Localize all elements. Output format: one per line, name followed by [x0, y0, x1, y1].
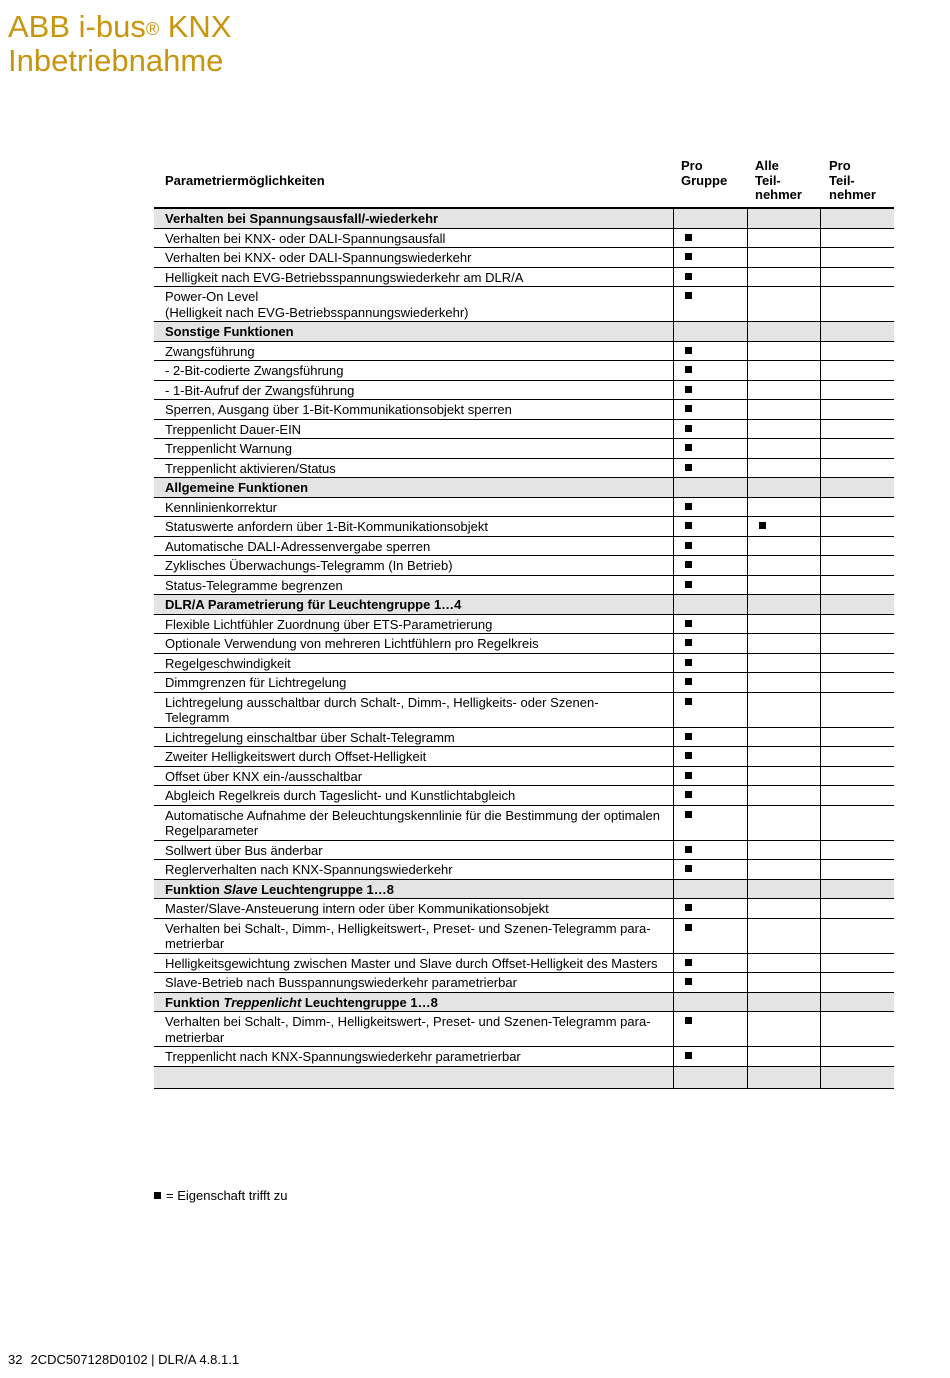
table-row [154, 537, 894, 557]
mark-cell [674, 919, 748, 953]
mark-cell [674, 806, 748, 840]
mark-cell [748, 860, 822, 879]
parameter-label: Lichtregelung ausschaltbar durch Schalt-, Dimm-, Helligkeits- oder Szenen- Telegramm [154, 693, 674, 727]
filled-square-icon [685, 292, 692, 299]
parameter-label: Kennlinienkorrektur [154, 498, 674, 517]
mark-cell [748, 400, 822, 419]
mark-cell [674, 841, 748, 860]
mark-cell [748, 459, 822, 478]
mark-cell [748, 322, 822, 341]
filled-square-icon [685, 503, 692, 510]
mark-cell [821, 654, 894, 673]
mark-cell [674, 973, 748, 992]
section-row [154, 993, 894, 1013]
parameter-label: Automatische DALI-Adressenvergabe sperren [154, 537, 674, 556]
mark-cell [748, 576, 822, 595]
parameter-label: - 1-Bit-Aufruf der Zwangsführung [154, 381, 674, 400]
mark-cell [821, 556, 894, 575]
mark-cell [821, 381, 894, 400]
mark-cell [821, 899, 894, 918]
parameter-label: Verhalten bei KNX- oder DALI-Spannungswiederkehr [154, 248, 674, 267]
mark-cell [674, 517, 748, 536]
mark-cell [748, 693, 822, 727]
parameter-label: Automatische Aufnahme der Beleuchtungskennlinie für die Bestimmung der optimalen Regelparameter [154, 806, 674, 840]
filled-square-icon [685, 542, 692, 549]
mark-cell [674, 287, 748, 321]
parameter-label: Lichtregelung einschaltbar über Schalt-Telegramm [154, 728, 674, 747]
mark-cell [821, 747, 894, 766]
table-row [154, 420, 894, 440]
parameter-label: Abgleich Regelkreis durch Tageslicht- und Kunstlichtabgleich [154, 786, 674, 805]
mark-cell [674, 1047, 748, 1066]
mark-cell [821, 576, 894, 595]
table-row [154, 229, 894, 249]
mark-cell [821, 268, 894, 287]
mark-cell [821, 361, 894, 380]
mark-cell [674, 673, 748, 692]
mark-cell [748, 287, 822, 321]
table-row [154, 693, 894, 728]
mark-cell [674, 361, 748, 380]
parameter-label: Status-Telegramme begrenzen [154, 576, 674, 595]
mark-cell [748, 498, 822, 517]
parameter-label: Treppenlicht nach KNX-Spannungswiederkehr parametrierbar [154, 1047, 674, 1066]
filled-square-icon [685, 639, 692, 646]
filled-square-icon [685, 698, 692, 705]
legend [154, 1188, 288, 1203]
table-row [154, 1012, 894, 1047]
section-title: DLR/A Parametrierung für Leuchtengruppe 1…4 [154, 595, 674, 614]
mark-cell [674, 381, 748, 400]
empty-cell [748, 1067, 822, 1088]
mark-cell [821, 673, 894, 692]
mark-cell [821, 400, 894, 419]
mark-cell [748, 268, 822, 287]
mark-cell [748, 880, 822, 899]
parameter-label: Verhalten bei KNX- oder DALI-Spannungsausfall [154, 229, 674, 248]
table-row [154, 654, 894, 674]
table-row [154, 459, 894, 479]
parameter-label: Treppenlicht Warnung [154, 439, 674, 458]
mark-cell [821, 498, 894, 517]
table-row [154, 860, 894, 880]
mark-cell [674, 439, 748, 458]
parameter-label: Slave-Betrieb nach Busspannungswiederkehr parametrierbar [154, 973, 674, 992]
filled-square-icon [759, 522, 766, 529]
mark-cell [821, 841, 894, 860]
mark-cell [821, 229, 894, 248]
table-row [154, 1047, 894, 1067]
brand-title: ABB i-bus® KNX [8, 9, 232, 44]
parameter-label: Zwangsführung [154, 342, 674, 361]
section-row [154, 595, 894, 615]
parameter-label: Dimmgrenzen für Lichtregelung [154, 673, 674, 692]
mark-cell [674, 899, 748, 918]
filled-square-icon [685, 273, 692, 280]
mark-cell [674, 786, 748, 805]
filled-square-icon [685, 811, 692, 818]
mark-cell [674, 342, 748, 361]
mark-cell [821, 993, 894, 1012]
mark-cell [821, 287, 894, 321]
filled-square-icon [685, 464, 692, 471]
table-row [154, 728, 894, 748]
table-row [154, 381, 894, 401]
filled-square-icon [685, 522, 692, 529]
empty-cell [821, 1067, 894, 1088]
filled-square-icon [685, 1017, 692, 1024]
parameter-label: Treppenlicht aktivieren/Status [154, 459, 674, 478]
filled-square-icon [685, 865, 692, 872]
table-row [154, 268, 894, 288]
mark-cell [748, 899, 822, 918]
mark-cell [674, 400, 748, 419]
mark-cell [748, 248, 822, 267]
table-row [154, 747, 894, 767]
mark-cell [821, 693, 894, 727]
section-title: Funktion Treppenlicht Leuchtengruppe 1…8 [154, 993, 674, 1012]
mark-cell [674, 537, 748, 556]
empty-cell [674, 1067, 748, 1088]
mark-cell [821, 342, 894, 361]
mark-cell [748, 767, 822, 786]
mark-cell [674, 595, 748, 614]
mark-cell [674, 993, 748, 1012]
mark-cell [821, 517, 894, 536]
mark-cell [821, 806, 894, 840]
mark-cell [748, 1012, 822, 1046]
parameter-label: Verhalten bei Schalt-, Dimm-, Helligkeitswert-, Preset- und Szenen-Telegramm para- metrierbar [154, 919, 674, 953]
table-row [154, 841, 894, 861]
mark-cell [748, 439, 822, 458]
section-title: Funktion Slave Leuchtengruppe 1…8 [154, 880, 674, 899]
table-row [154, 517, 894, 537]
mark-cell [748, 556, 822, 575]
table-row [154, 899, 894, 919]
table-row [154, 576, 894, 596]
mark-cell [674, 860, 748, 879]
mark-cell [748, 381, 822, 400]
filled-square-icon [685, 1052, 692, 1059]
mark-cell [748, 537, 822, 556]
mark-cell [748, 209, 822, 228]
parameter-label: Statuswerte anfordern über 1-Bit-Kommunikationsobjekt [154, 517, 674, 536]
table-row [154, 806, 894, 841]
table-row [154, 673, 894, 693]
filled-square-icon [685, 659, 692, 666]
mark-cell [821, 880, 894, 899]
mark-cell [821, 478, 894, 497]
mark-cell [748, 954, 822, 973]
table-row [154, 361, 894, 381]
mark-cell [674, 954, 748, 973]
filled-square-icon [685, 253, 692, 260]
mark-cell [674, 880, 748, 899]
mark-cell [821, 537, 894, 556]
mark-cell [674, 478, 748, 497]
mark-cell [821, 954, 894, 973]
section-title: Allgemeine Funktionen [154, 478, 674, 497]
filled-square-icon [685, 425, 692, 432]
mark-cell [674, 322, 748, 341]
table-body [154, 209, 894, 1089]
empty-row [154, 1067, 894, 1089]
parameter-label: Helligkeitsgewichtung zwischen Master und Slave durch Offset-Helligkeit des Masters [154, 954, 674, 973]
filled-square-icon [685, 386, 692, 393]
filled-square-icon [685, 791, 692, 798]
mark-cell [748, 728, 822, 747]
mark-cell [674, 1012, 748, 1046]
filled-square-icon [685, 904, 692, 911]
table-row [154, 248, 894, 268]
mark-cell [748, 342, 822, 361]
page-subtitle: Inbetriebnahme [8, 43, 224, 78]
mark-cell [674, 693, 748, 727]
mark-cell [821, 439, 894, 458]
mark-cell [821, 767, 894, 786]
column-header-parameter: Parametriermöglichkeiten [165, 173, 325, 188]
filled-square-icon [685, 846, 692, 853]
parameter-label: Optionale Verwendung von mehreren Lichtfühlern pro Regelkreis [154, 634, 674, 653]
mark-cell [748, 786, 822, 805]
filled-square-icon [685, 924, 692, 931]
filled-square-icon [685, 347, 692, 354]
parameter-label: Reglerverhalten nach KNX-Spannungswiederkehr [154, 860, 674, 879]
column-header-pro-teilnehmer: Pro Teil- nehmer [829, 158, 876, 202]
filled-square-icon [685, 581, 692, 588]
mark-cell [821, 248, 894, 267]
filled-square-icon [685, 405, 692, 412]
section-row [154, 880, 894, 900]
mark-cell [674, 229, 748, 248]
mark-cell [748, 973, 822, 992]
empty-cell [154, 1067, 674, 1088]
mark-cell [674, 268, 748, 287]
mark-cell [674, 556, 748, 575]
filled-square-icon [154, 1192, 161, 1199]
mark-cell [821, 786, 894, 805]
parameter-label: Helligkeit nach EVG-Betriebsspannungswiederkehr am DLR/A [154, 268, 674, 287]
table-row [154, 287, 894, 322]
mark-cell [821, 459, 894, 478]
mark-cell [748, 229, 822, 248]
mark-cell [748, 993, 822, 1012]
mark-cell [748, 841, 822, 860]
mark-cell [821, 860, 894, 879]
filled-square-icon [685, 444, 692, 451]
page-number: 32 [8, 1352, 23, 1367]
mark-cell [821, 973, 894, 992]
mark-cell [674, 576, 748, 595]
filled-square-icon [685, 978, 692, 985]
mark-cell [748, 615, 822, 634]
parameter-label: Offset über KNX ein-/ausschaltbar [154, 767, 674, 786]
section-row [154, 209, 894, 229]
mark-cell [748, 919, 822, 953]
legend-text: = Eigenschaft trifft zu [166, 1188, 288, 1203]
table-row [154, 634, 894, 654]
parameter-label: Sperren, Ausgang über 1-Bit-Kommunikationsobjekt sperren [154, 400, 674, 419]
table-row [154, 767, 894, 787]
mark-cell [821, 322, 894, 341]
filled-square-icon [685, 772, 692, 779]
parameter-label: Flexible Lichtfühler Zuordnung über ETS-Parametrierung [154, 615, 674, 634]
mark-cell [748, 420, 822, 439]
parameter-label: Master/Slave-Ansteuerung intern oder über Kommunikationsobjekt [154, 899, 674, 918]
mark-cell [674, 459, 748, 478]
parameter-label: Sollwert über Bus änderbar [154, 841, 674, 860]
table-row [154, 919, 894, 954]
mark-cell [674, 728, 748, 747]
mark-cell [674, 767, 748, 786]
mark-cell [821, 420, 894, 439]
section-title: Verhalten bei Spannungsausfall/-wiederkehr [154, 209, 674, 228]
mark-cell [674, 209, 748, 228]
mark-cell [821, 634, 894, 653]
mark-cell [748, 806, 822, 840]
filled-square-icon [685, 620, 692, 627]
mark-cell [674, 634, 748, 653]
table-row [154, 954, 894, 974]
parameter-label: - 2-Bit-codierte Zwangsführung [154, 361, 674, 380]
filled-square-icon [685, 752, 692, 759]
mark-cell [821, 209, 894, 228]
mark-cell [821, 919, 894, 953]
parameter-table [154, 155, 894, 1089]
table-row [154, 786, 894, 806]
filled-square-icon [685, 366, 692, 373]
mark-cell [748, 361, 822, 380]
mark-cell [748, 1047, 822, 1066]
mark-cell [674, 498, 748, 517]
mark-cell [821, 615, 894, 634]
mark-cell [748, 595, 822, 614]
mark-cell [748, 517, 822, 536]
mark-cell [748, 747, 822, 766]
section-title: Sonstige Funktionen [154, 322, 674, 341]
filled-square-icon [685, 678, 692, 685]
page-footer [8, 1352, 247, 1367]
filled-square-icon [685, 234, 692, 241]
filled-square-icon [685, 733, 692, 740]
parameter-label: Regelgeschwindigkeit [154, 654, 674, 673]
mark-cell [748, 673, 822, 692]
table-header [154, 155, 894, 209]
table-row [154, 556, 894, 576]
mark-cell [674, 420, 748, 439]
mark-cell [821, 728, 894, 747]
column-header-alle-teilnehmer: Alle Teil- nehmer [755, 158, 802, 202]
table-row [154, 615, 894, 635]
mark-cell [821, 1012, 894, 1046]
mark-cell [674, 747, 748, 766]
section-row [154, 478, 894, 498]
mark-cell [821, 595, 894, 614]
mark-cell [748, 478, 822, 497]
parameter-label: Verhalten bei Schalt-, Dimm-, Helligkeitswert-, Preset- und Szenen-Telegramm para- metrierbar [154, 1012, 674, 1046]
mark-cell [821, 1047, 894, 1066]
table-row [154, 439, 894, 459]
filled-square-icon [685, 959, 692, 966]
filled-square-icon [685, 561, 692, 568]
table-row [154, 342, 894, 362]
mark-cell [748, 634, 822, 653]
parameter-label: Zweiter Helligkeitswert durch Offset-Helligkeit [154, 747, 674, 766]
section-row [154, 322, 894, 342]
parameter-label: Treppenlicht Dauer-EIN [154, 420, 674, 439]
mark-cell [674, 248, 748, 267]
table-row [154, 498, 894, 518]
parameter-label: Zyklisches Überwachungs-Telegramm (In Betrieb) [154, 556, 674, 575]
mark-cell [674, 615, 748, 634]
table-row [154, 400, 894, 420]
column-header-pro-gruppe: Pro Gruppe [681, 158, 728, 188]
table-row [154, 973, 894, 993]
parameter-label: Power-On Level (Helligkeit nach EVG-Betriebsspannungswiederkehr) [154, 287, 674, 321]
mark-cell [674, 654, 748, 673]
document-id: 2CDC507128D0102 | DLR/A 4.8.1.1 [30, 1352, 240, 1367]
page-header [8, 10, 231, 78]
mark-cell [748, 654, 822, 673]
